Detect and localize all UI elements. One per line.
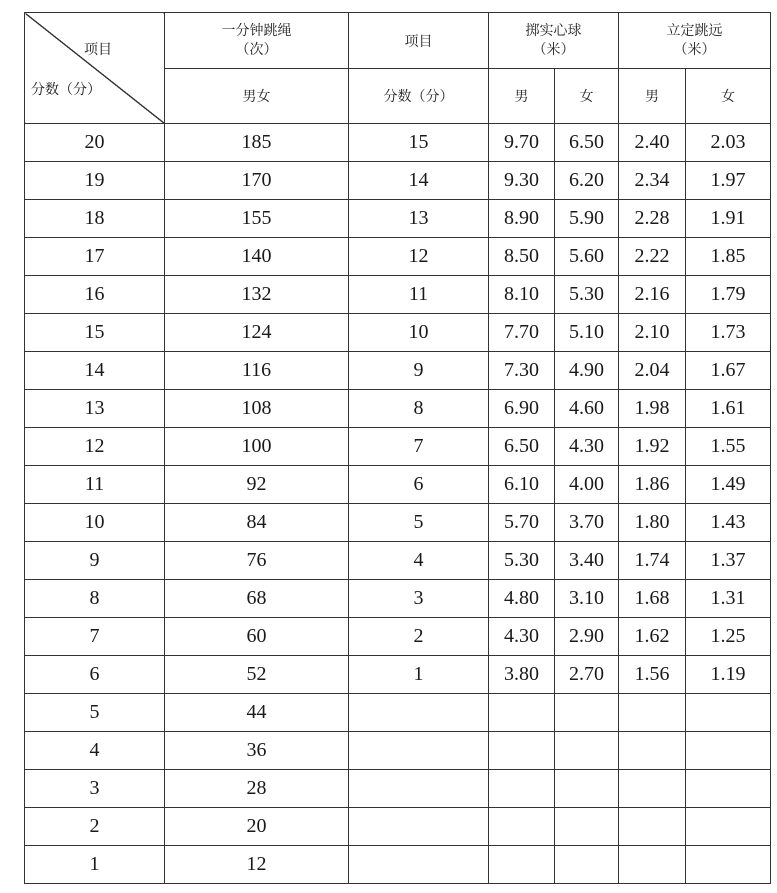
jump-female-cell: 1.85	[686, 238, 771, 276]
jump-rope-count-cell: 52	[165, 656, 349, 694]
jump-male-cell: 1.80	[619, 504, 686, 542]
jump-male-cell: 2.28	[619, 200, 686, 238]
ball-male-cell	[489, 770, 555, 808]
score-cell: 5	[25, 694, 165, 732]
score-cell: 11	[25, 466, 165, 504]
score-cell: 13	[25, 390, 165, 428]
jump-male-header: 男	[619, 69, 686, 124]
jump-female-cell: 1.67	[686, 352, 771, 390]
jump-rope-count-cell: 76	[165, 542, 349, 580]
table-row	[25, 428, 771, 466]
jump-male-cell: 2.16	[619, 276, 686, 314]
jump-male-cell: 2.22	[619, 238, 686, 276]
ball-male-cell: 6.50	[489, 428, 555, 466]
long-jump-title: 立定跳远	[666, 22, 723, 39]
score-cell-secondary	[349, 694, 489, 732]
item-header	[349, 13, 489, 69]
score-cell-secondary	[349, 808, 489, 846]
score-cell-secondary: 12	[349, 238, 489, 276]
jump-rope-count-cell: 116	[165, 352, 349, 390]
jump-rope-count-cell: 36	[165, 732, 349, 770]
table-row	[25, 238, 771, 276]
header-row-1	[25, 13, 771, 69]
score-cell: 4	[25, 732, 165, 770]
ball-male-cell: 8.10	[489, 276, 555, 314]
item-label: 项目	[404, 33, 433, 50]
jump-rope-count-cell: 185	[165, 124, 349, 162]
score-cell: 12	[25, 428, 165, 466]
ball-female-cell: 4.60	[555, 390, 619, 428]
jump-female-cell: 1.61	[686, 390, 771, 428]
jump-female-cell: 1.55	[686, 428, 771, 466]
jump-rope-count-cell: 92	[165, 466, 349, 504]
jump-male-cell: 1.68	[619, 580, 686, 618]
score-cell-secondary: 11	[349, 276, 489, 314]
table-row	[25, 314, 771, 352]
jump-rope-gender-header: 男女	[165, 69, 349, 124]
ball-male-cell: 7.70	[489, 314, 555, 352]
score-cell-secondary: 8	[349, 390, 489, 428]
score-cell: 10	[25, 504, 165, 542]
jump-female-cell: 1.19	[686, 656, 771, 694]
table-row	[25, 656, 771, 694]
jump-female-header: 女	[686, 69, 771, 124]
jump-male-cell: 2.10	[619, 314, 686, 352]
ball-female-header: 女	[555, 69, 619, 124]
jump-male-cell	[619, 732, 686, 770]
score-cell-secondary	[349, 770, 489, 808]
jump-female-cell: 1.79	[686, 276, 771, 314]
table-row	[25, 352, 771, 390]
table-row	[25, 846, 771, 884]
score-cell-secondary: 5	[349, 504, 489, 542]
ball-male-cell: 4.30	[489, 618, 555, 656]
ball-female-cell: 2.90	[555, 618, 619, 656]
jump-rope-count-cell: 132	[165, 276, 349, 314]
score-cell-secondary: 6	[349, 466, 489, 504]
corner-score-label: 分数（分）	[31, 82, 101, 98]
ball-male-cell: 6.10	[489, 466, 555, 504]
ball-male-cell	[489, 732, 555, 770]
table-row	[25, 466, 771, 504]
jump-female-cell: 1.43	[686, 504, 771, 542]
score-cell-secondary: 4	[349, 542, 489, 580]
jump-female-cell: 1.37	[686, 542, 771, 580]
score-cell: 18	[25, 200, 165, 238]
ball-male-cell: 5.30	[489, 542, 555, 580]
score-cell-secondary: 2	[349, 618, 489, 656]
jump-male-cell: 1.56	[619, 656, 686, 694]
score-cell-secondary: 10	[349, 314, 489, 352]
table-row	[25, 618, 771, 656]
score-cell: 17	[25, 238, 165, 276]
jump-rope-count-cell: 68	[165, 580, 349, 618]
score-cell: 14	[25, 352, 165, 390]
jump-rope-count-cell: 44	[165, 694, 349, 732]
jump-rope-count-cell: 108	[165, 390, 349, 428]
ball-male-cell: 7.30	[489, 352, 555, 390]
jump-female-cell: 1.49	[686, 466, 771, 504]
score-cell: 20	[25, 124, 165, 162]
score-cell-secondary: 1	[349, 656, 489, 694]
ball-male-cell: 5.70	[489, 504, 555, 542]
score-cell: 7	[25, 618, 165, 656]
score-cell-secondary: 13	[349, 200, 489, 238]
jump-male-cell: 1.86	[619, 466, 686, 504]
jump-rope-count-cell: 12	[165, 846, 349, 884]
ball-female-cell	[555, 694, 619, 732]
jump-rope-count-cell: 170	[165, 162, 349, 200]
jump-male-cell	[619, 846, 686, 884]
score-cell: 2	[25, 808, 165, 846]
ball-male-cell	[489, 846, 555, 884]
score-cell: 1	[25, 846, 165, 884]
score-cell-secondary: 9	[349, 352, 489, 390]
jump-female-cell	[686, 732, 771, 770]
jump-male-cell: 2.04	[619, 352, 686, 390]
table-row	[25, 124, 771, 162]
table-row	[25, 390, 771, 428]
table-row	[25, 732, 771, 770]
jump-male-cell: 1.62	[619, 618, 686, 656]
ball-male-cell: 3.80	[489, 656, 555, 694]
ball-throw-unit: （米）	[532, 41, 575, 58]
jump-male-cell: 1.74	[619, 542, 686, 580]
ball-throw-header	[489, 13, 619, 69]
long-jump-header	[619, 13, 771, 69]
score-cell-secondary: 7	[349, 428, 489, 466]
jump-male-cell	[619, 694, 686, 732]
jump-male-cell: 1.92	[619, 428, 686, 466]
jump-rope-count-cell: 124	[165, 314, 349, 352]
jump-female-cell	[686, 846, 771, 884]
table-row	[25, 808, 771, 846]
ball-female-cell: 5.60	[555, 238, 619, 276]
ball-female-cell: 4.30	[555, 428, 619, 466]
score-cell: 15	[25, 314, 165, 352]
table-row	[25, 162, 771, 200]
score-header: 分数（分）	[349, 69, 489, 124]
table-row	[25, 200, 771, 238]
ball-male-cell: 9.30	[489, 162, 555, 200]
table-row	[25, 580, 771, 618]
ball-male-cell: 6.90	[489, 390, 555, 428]
ball-female-cell: 6.50	[555, 124, 619, 162]
score-cell-secondary: 3	[349, 580, 489, 618]
ball-female-cell	[555, 808, 619, 846]
ball-female-cell	[555, 732, 619, 770]
ball-male-cell: 8.90	[489, 200, 555, 238]
score-cell: 8	[25, 580, 165, 618]
jump-female-cell: 1.97	[686, 162, 771, 200]
ball-female-cell: 3.70	[555, 504, 619, 542]
jump-rope-count-cell: 60	[165, 618, 349, 656]
table-row	[25, 542, 771, 580]
long-jump-unit: （米）	[673, 41, 716, 58]
jump-female-cell: 1.25	[686, 618, 771, 656]
ball-female-cell	[555, 846, 619, 884]
jump-rope-count-cell: 84	[165, 504, 349, 542]
ball-female-cell: 4.00	[555, 466, 619, 504]
score-cell-secondary: 14	[349, 162, 489, 200]
score-cell: 19	[25, 162, 165, 200]
jump-female-cell: 1.91	[686, 200, 771, 238]
jump-female-cell: 2.03	[686, 124, 771, 162]
score-cell-secondary	[349, 846, 489, 884]
ball-female-cell	[555, 770, 619, 808]
jump-male-cell: 1.98	[619, 390, 686, 428]
ball-female-cell: 3.10	[555, 580, 619, 618]
jump-female-cell: 1.73	[686, 314, 771, 352]
jump-rope-count-cell: 155	[165, 200, 349, 238]
score-cell-secondary	[349, 732, 489, 770]
jump-rope-count-cell: 100	[165, 428, 349, 466]
jump-female-cell	[686, 694, 771, 732]
jump-male-cell: 2.34	[619, 162, 686, 200]
corner-item-label: 项目	[84, 42, 112, 58]
ball-female-cell: 2.70	[555, 656, 619, 694]
pe-score-table	[24, 12, 771, 884]
ball-throw-title: 掷实心球	[525, 22, 582, 39]
jump-rope-count-cell: 28	[165, 770, 349, 808]
jump-rope-title: 一分钟跳绳	[221, 22, 292, 39]
score-cell: 16	[25, 276, 165, 314]
jump-female-cell	[686, 808, 771, 846]
score-cell-secondary: 15	[349, 124, 489, 162]
ball-male-cell: 9.70	[489, 124, 555, 162]
jump-female-cell	[686, 770, 771, 808]
ball-male-header: 男	[489, 69, 555, 124]
ball-male-cell	[489, 694, 555, 732]
score-cell: 9	[25, 542, 165, 580]
ball-female-cell: 5.30	[555, 276, 619, 314]
table-row	[25, 504, 771, 542]
table-row	[25, 276, 771, 314]
score-cell: 3	[25, 770, 165, 808]
table-row	[25, 694, 771, 732]
ball-male-cell: 4.80	[489, 580, 555, 618]
ball-female-cell: 3.40	[555, 542, 619, 580]
jump-male-cell: 2.40	[619, 124, 686, 162]
jump-male-cell	[619, 770, 686, 808]
ball-female-cell: 5.10	[555, 314, 619, 352]
corner-header-cell	[25, 13, 165, 124]
jump-female-cell: 1.31	[686, 580, 771, 618]
ball-male-cell: 8.50	[489, 238, 555, 276]
ball-male-cell	[489, 808, 555, 846]
ball-female-cell: 6.20	[555, 162, 619, 200]
jump-rope-count-cell: 140	[165, 238, 349, 276]
jump-male-cell	[619, 808, 686, 846]
jump-rope-unit: （次）	[235, 41, 278, 58]
score-cell: 6	[25, 656, 165, 694]
table-row	[25, 770, 771, 808]
ball-female-cell: 5.90	[555, 200, 619, 238]
jump-rope-count-cell: 20	[165, 808, 349, 846]
ball-female-cell: 4.90	[555, 352, 619, 390]
jump-rope-header	[165, 13, 349, 69]
